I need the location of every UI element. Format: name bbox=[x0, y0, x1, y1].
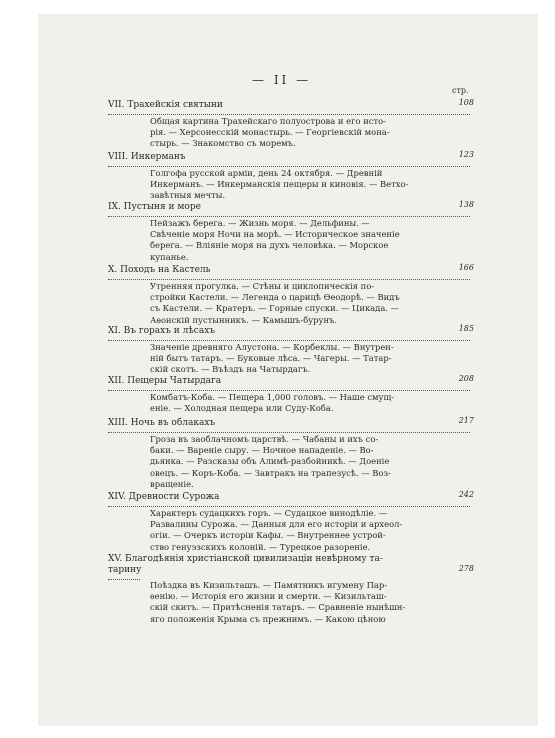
toc-entry bbox=[108, 263, 474, 326]
toc-entry-summary: Утренняя прогулка. — Стѣны и циклопическія по- стройки Кастели. — Легенда о царицѣ Ѳеодорѣ. — Видъ съ Кастели. — Кратеръ. — Горные спуски. — Цикада. — Аѳонскій пустынникъ. — Камышъ-бурунъ. bbox=[150, 281, 400, 325]
toc-entry-summary: Голгофа русской арміи, день 24 октября. — Древній Инкерманъ. — Инкерманскія пещеры и киновія. — Ветхо- завѣтныя мечты. bbox=[150, 168, 409, 201]
toc-entry-summary: Поѣздка въ Кизильташъ. — Памятникъ игумену Пар- ѳенію. — Исторія его жизни и смерти. — Кизильташ- скій скитъ. — Притѣсненія татаръ. — Сравненіе нынѣшн- яго положенія Крыма съ прежнимъ. — Какою цѣною bbox=[150, 580, 406, 624]
toc-entry-title-row bbox=[108, 374, 474, 386]
toc-entry-title: XI. Въ горахъ и лѣсахъ bbox=[108, 326, 216, 336]
toc-entry bbox=[108, 554, 474, 625]
toc-entry-page: 123 bbox=[458, 150, 474, 159]
toc-entry-title-continuation: тарину bbox=[108, 565, 470, 575]
toc-entry-page: 217 bbox=[458, 416, 474, 425]
toc-entry-title-row bbox=[108, 200, 474, 212]
toc-entry-page: 185 bbox=[458, 324, 474, 333]
toc-entry-title-row bbox=[108, 416, 474, 428]
toc-entry-title: VIII. Инкерманъ bbox=[108, 152, 186, 162]
toc-entry-title: X. Походъ на Кастель bbox=[108, 265, 211, 275]
toc-entry-title: XII. Пещеры Чатырдага bbox=[108, 376, 222, 386]
toc-entry-title: XIV. Древности Сурожа bbox=[108, 492, 220, 502]
toc-entry-page: 208 bbox=[458, 374, 474, 383]
toc-entry-title: VII. Трахейскія святыни bbox=[108, 100, 223, 110]
toc-entry-page: 278 bbox=[458, 564, 474, 573]
toc-entry bbox=[108, 150, 474, 202]
toc-entry-title: XV. Благодѣянія христіанской цивилизаціи невѣрному та- bbox=[108, 554, 383, 564]
toc-entry bbox=[108, 98, 474, 150]
page-column-label: стр. bbox=[452, 86, 469, 95]
page-header: — II — bbox=[252, 73, 312, 87]
toc-entry-summary: Комбатъ-Коба. — Пещера 1,000 головъ. — Наше смущ- еніе. — Холодная пещера или Суду-Коба. bbox=[150, 392, 395, 414]
toc-entry-summary: Гроза въ заоблачномъ царствѣ. — Чабаны и ихъ со- баки. — Вареніе сыру. — Ночное нападеніе. — Во- дьянка. — Разсказы объ Алимѣ-разбойникѣ. — Доеніе овецъ. — Коръ-Коба. — Завтракъ на трапезусѣ. — Воз- вращеніе. bbox=[150, 434, 391, 489]
toc-entry-title-row bbox=[108, 98, 474, 110]
toc-entry-title: IX. Пустыня и море bbox=[108, 202, 201, 212]
toc-entry-title-row bbox=[108, 490, 474, 502]
toc-entry-summary: Пейзажъ берега. — Жизнь моря. — Дельфины. — Свѣченіе моря Ночи на морѣ. — Историческое значеніе берега. — Вліяніе моря на духъ человѣка. — Морское купанье. bbox=[150, 218, 400, 262]
toc-entry bbox=[108, 200, 474, 263]
toc-entry-title-row bbox=[108, 324, 474, 336]
toc-entry-page: 138 bbox=[458, 200, 474, 209]
toc-entry-summary: Характеръ судацкихъ горъ. — Судацкое винодѣліе. — Развалины Сурожа. — Данныя для его исторіи и археол- огіи. — Очеркъ исторіи Кафы. — Внутреннее устрой- ство генуэзскихъ колоній. — Турецкое разореніе. bbox=[150, 508, 403, 552]
toc-entry bbox=[108, 490, 474, 553]
toc-entry-page: 166 bbox=[458, 263, 474, 272]
toc-entry-summary: Значеніе древняго Алустона. — Корбеклы. — Внутрен- ній бытъ татаръ. — Буковые лѣса. — Чагеры. — Татар- скій скотъ. — Въѣздъ на Чатырдагъ. bbox=[150, 342, 394, 375]
toc-entry-page: 242 bbox=[458, 490, 474, 499]
toc-entry bbox=[108, 324, 474, 376]
toc-entry-summary: Общая картина Трахейскаго полуострова и его исто- рія. — Херсонесскій монастырь. — Георгіевскій мона- стырь. — Знакомство съ моремъ. bbox=[150, 116, 390, 149]
toc-entry-title-row bbox=[108, 263, 474, 275]
toc-entry-title: XIII. Ночь въ облакахъ bbox=[108, 418, 216, 428]
toc-entry bbox=[108, 416, 474, 490]
toc-entry-title-row bbox=[108, 150, 474, 162]
toc-entry bbox=[108, 374, 474, 414]
toc-entry-page: 108 bbox=[458, 98, 474, 107]
